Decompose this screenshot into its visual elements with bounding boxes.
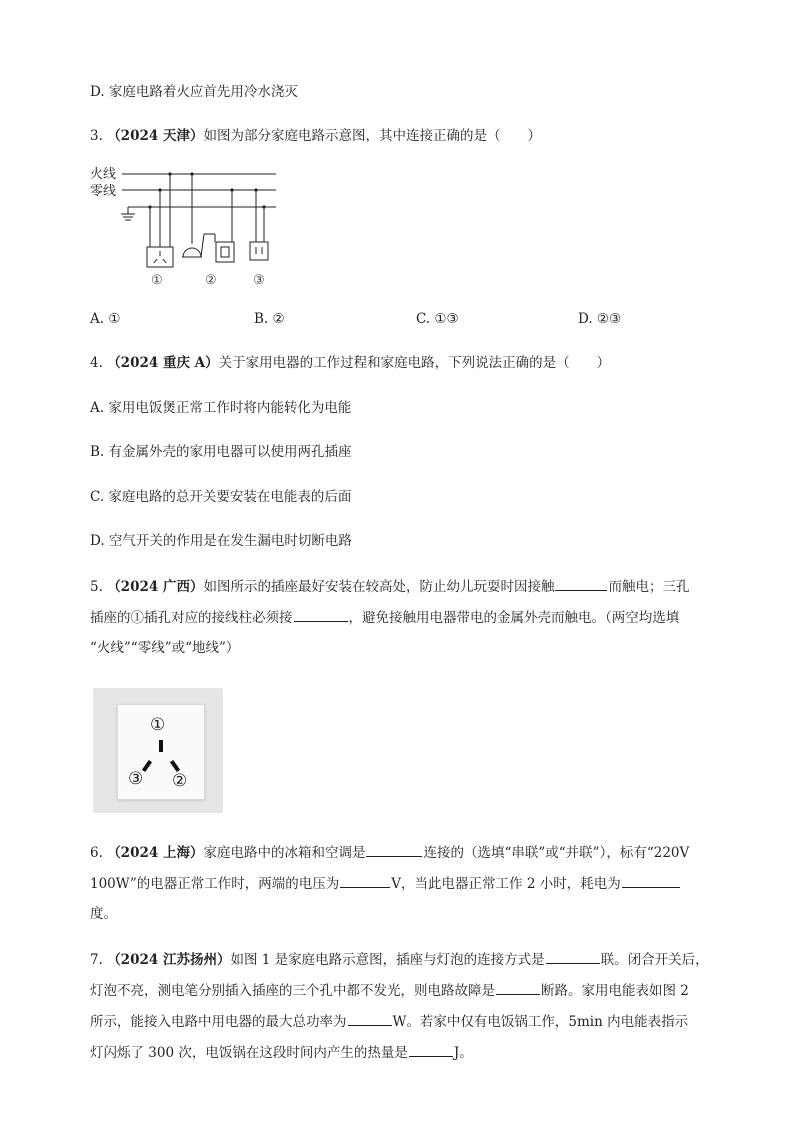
q3-label-1: ① bbox=[151, 273, 163, 288]
q6-line-3: 度。 bbox=[90, 906, 117, 922]
q4-option-a: A. 家用电饭煲正常工作时将内能转化为电能 bbox=[90, 400, 352, 416]
q3-source: （2024 天津） bbox=[107, 128, 204, 144]
socket-left-hole bbox=[142, 760, 152, 772]
socket-faceplate bbox=[117, 704, 205, 800]
q7-text-1a: 如图 1 是家庭电路示意图，插座与灯泡的连接方式是 bbox=[230, 952, 545, 968]
q5-line-2 bbox=[90, 607, 679, 628]
q7-text-3b: W。若家中仅有电饭锅工作，5min 内电能表指示 bbox=[392, 1014, 689, 1030]
q3-option-a: A. ① bbox=[90, 311, 121, 327]
q3-option-b: B. ② bbox=[254, 311, 285, 327]
q7-line-2 bbox=[90, 980, 689, 1001]
q6-text-2a: 100W”的电器正常工作时，两端的电压为 bbox=[90, 876, 340, 892]
q7-text-4b: J。 bbox=[453, 1045, 473, 1061]
q4-option-b: B. 有金属外壳的家用电器可以使用两孔插座 bbox=[90, 444, 352, 460]
q3-live-label: 火线 bbox=[90, 167, 117, 182]
q7-line-1 bbox=[90, 949, 709, 970]
socket-earth-hole bbox=[159, 740, 163, 752]
q7-line-3 bbox=[90, 1011, 688, 1032]
socket-hole-label-3: ③ bbox=[128, 769, 144, 789]
q3-option-c: C. ①③ bbox=[416, 311, 459, 327]
q5-text-1b: 而触电；三孔 bbox=[608, 579, 690, 595]
socket-hole-label-2: ② bbox=[172, 771, 188, 791]
q5-blank-1[interactable] bbox=[555, 576, 607, 591]
q4-source: （2024 重庆 A） bbox=[107, 355, 219, 371]
q6-number: 6. bbox=[90, 845, 103, 861]
q2-option-d: D. 家庭电路着火应首先用冷水浇灭 bbox=[90, 84, 298, 100]
q7-blank-2[interactable] bbox=[496, 980, 540, 995]
q7-text-4a: 灯闪烁了 300 次，电饭锅在这段时间内产生的热量是 bbox=[90, 1045, 408, 1061]
q7-blank-4[interactable] bbox=[409, 1042, 453, 1057]
q3-neutral-label: 零线 bbox=[90, 184, 117, 199]
q7-source: （2024 江苏扬州） bbox=[107, 952, 231, 968]
q5-source: （2024 广西） bbox=[107, 579, 204, 595]
q4-option-d: D. 空气开关的作用是在发生漏电时切断电路 bbox=[90, 533, 352, 549]
q5-blank-2[interactable] bbox=[294, 607, 348, 622]
q4-text: 关于家用电器的工作过程和家庭电路，下列说法正确的是（ ） bbox=[218, 355, 611, 371]
q7-text-2a: 灯泡不亮，测电笔分别插入插座的三个孔中都不发光，则电路故障是 bbox=[90, 983, 495, 999]
q3-option-d: D. ②③ bbox=[578, 311, 622, 327]
q4-option-c: C. 家庭电路的总开关要安装在电能表的后面 bbox=[90, 489, 352, 505]
q3-number: 3. bbox=[90, 128, 103, 144]
q4-stem bbox=[90, 353, 610, 373]
q3-label-3: ③ bbox=[253, 273, 265, 288]
q6-blank-1[interactable] bbox=[366, 842, 422, 857]
q4-number: 4. bbox=[90, 355, 103, 371]
socket-hole-label-1: ① bbox=[150, 715, 166, 735]
q5-text-1a: 如图所示的插座最好安装在较高处，防止幼儿玩耍时因接触 bbox=[203, 579, 555, 595]
q3-circuit-diagram bbox=[88, 162, 288, 292]
q7-text-2b: 断路。家用电能表如图 2 bbox=[541, 983, 689, 999]
q5-text-2b: ，避免接触用电器带电的金属外壳而触电。（两空均选填 bbox=[348, 610, 680, 626]
q6-source: （2024 上海） bbox=[107, 845, 204, 861]
q7-number: 7. bbox=[90, 952, 103, 968]
q6-text-2b: V，当此电器正常工作 2 小时，耗电为 bbox=[391, 876, 621, 892]
socket-photo bbox=[93, 688, 223, 813]
q6-text-1a: 家庭电路中的冰箱和空调是 bbox=[203, 845, 366, 861]
q5-number: 5. bbox=[90, 579, 103, 595]
q6-blank-3[interactable] bbox=[622, 873, 680, 888]
q5-line-3: “火线”“零线”或“地线”） bbox=[90, 640, 240, 656]
q5-text-2a: 插座的①插孔对应的接线柱必须接 bbox=[90, 610, 293, 626]
q7-text-1b: 联。闭合开关后， bbox=[600, 952, 709, 968]
q7-line-4 bbox=[90, 1042, 473, 1063]
q3-text: 如图为部分家庭电路示意图，其中连接正确的是（ ） bbox=[203, 128, 541, 144]
q6-line-2 bbox=[90, 873, 681, 894]
q7-text-3a: 所示，能接入电路中用电器的最大总功率为 bbox=[90, 1014, 347, 1030]
q3-stem bbox=[90, 126, 541, 146]
q3-label-2: ② bbox=[205, 273, 217, 288]
q6-text-1b: 连接的（选填“串联”或“并联”），标有“220V bbox=[423, 845, 690, 861]
q7-blank-3[interactable] bbox=[348, 1011, 392, 1026]
q7-blank-1[interactable] bbox=[546, 949, 600, 964]
q6-line-1 bbox=[90, 842, 689, 863]
q5-line-1 bbox=[90, 576, 689, 597]
q6-blank-2[interactable] bbox=[340, 873, 390, 888]
